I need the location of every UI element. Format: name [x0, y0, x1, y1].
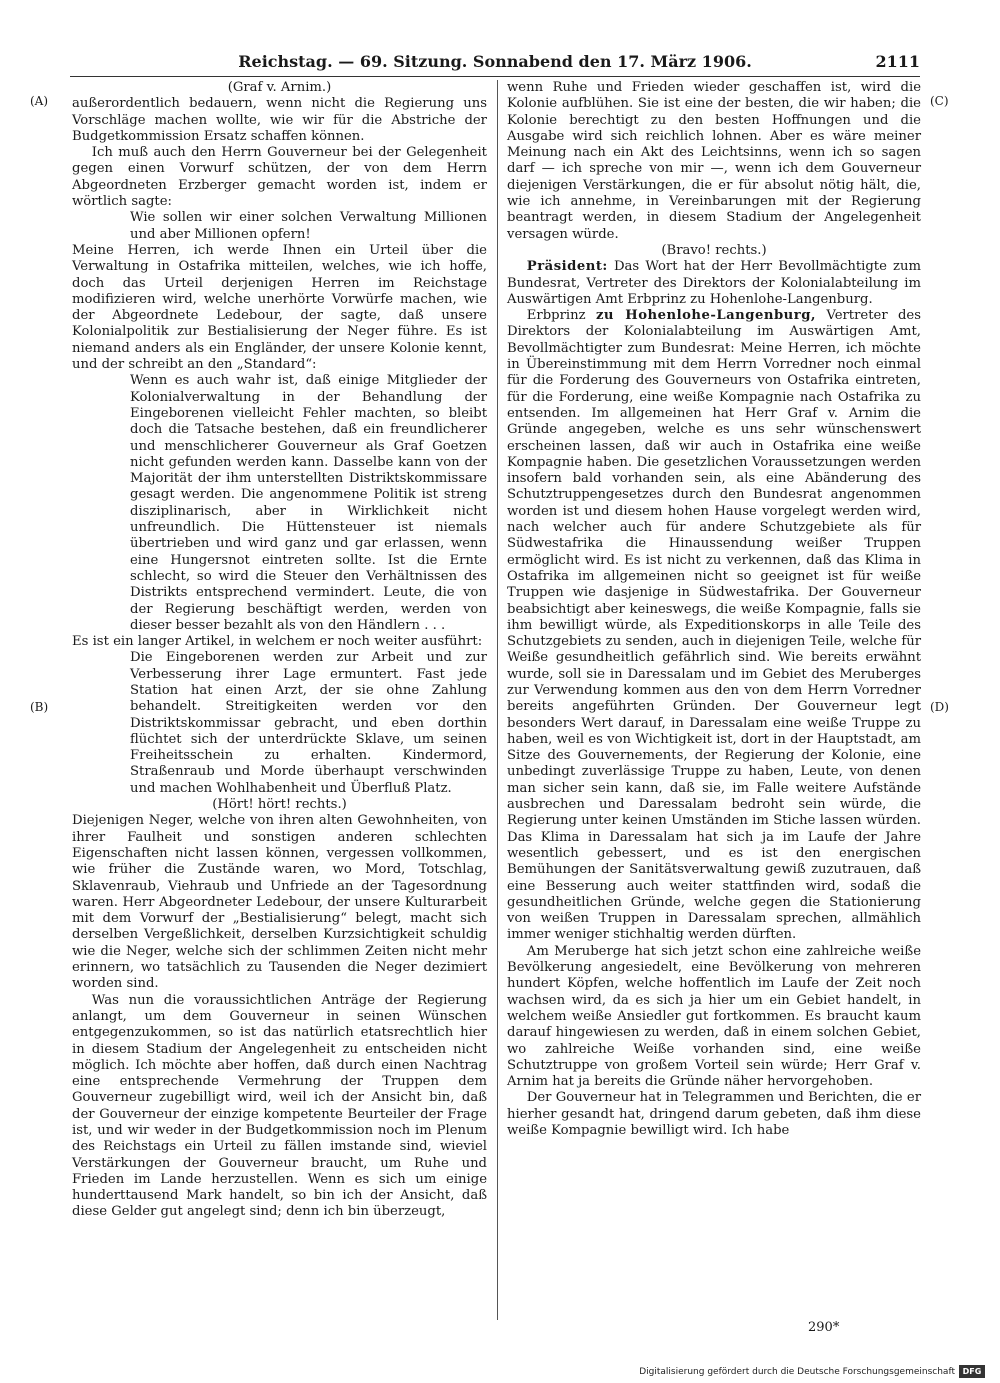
speaker-prefix: Erbprinz [526, 308, 586, 324]
president-label: Präsident: [526, 259, 608, 275]
running-title: Reichstag. — 69. Sitzung. Sonnabend den 17. März 1906. [238, 52, 752, 71]
paragraph: Was nun die voraussichtlichen Anträge der Regierung anlangt, um dem Gouverneur in seinen Wünschen entgegenzukommen, so ist das natürlich etatsrechtlich hier in diesem Stadium der Angelegenheit zu entscheiden nicht möglich. Ich möchte aber hoffen, daß durch einen Nachtrag eine entsprechende Vermehrung der Truppen dem Gouverneur zugebilligt wird, weil ich der Ansicht bin, daß der Gouverneur der einzige kompetente Beurteiler der Frage ist, und wir weder in der Budgetkommission noch im Plenum des Reichstags ein Urteil zu fällen imstande sind, wieviel Verstärkungen der Gouverneur braucht, um Ruhe und Frieden im Lande herzustellen. Wenn es sich um einige hunderttausend Mark handelt, so bin ich der Ansicht, daß diese Gelder gut angelegt sind; denn ich bin überzeugt, [72, 992, 487, 1220]
page-number: 2111 [875, 52, 920, 71]
paragraph-text: Das Wort hat der Herr Bevollmächtigte zum Bundesrat, Vertreter des Direktors der Kolonialabteilung im Auswärtigen Amt Erbprinz zu Hohenlohe-Langenburg. [507, 259, 921, 307]
speaker-paragraph [507, 308, 921, 944]
paragraph: Diejenigen Neger, welche von ihren alten Gewohnheiten, von ihrer Faulheit und sonstigen anderen schlechten Eigenschaften nicht lassen können, vergessen vollkommen, wie früher die Zustände waren, wo Mord, Totschlag, Sklavenraub, Viehraub und Unfriede an der Tagesordnung waren. Herr Abgeordneter Ledebour, der unsere Kulturarbeit mit dem Vorwurf der „Bestialisierung“ belegt, macht sich derselben Vergeßlichkeit, derselben Kurzsichtigkeit schuldig wie die Neger, welche sich der schlimmen Zeiten nicht mehr erinnern, wo tatsächlich zu Tausenden die Neger dezimiert worden sind. [72, 813, 487, 992]
header-rule [70, 76, 920, 77]
paragraph: Meine Herren, ich werde Ihnen ein Urteil über die Verwaltung in Ostafrika mitteilen, welches, wie ich hoffe, doch das Urteil derjenigen Herren im Reichstage modifizieren wird, welche unerhörte Vorwürfe machen, wie der Abgeordnete Ledebour, der sagte, daß unsere Kolonialpolitik zur Bestialisierung der Neger führe. Es ist niemand anders als ein Engländer, der unsere Kolonie kennt, und der schreibt an den „Standard“: [72, 242, 487, 373]
quotation: Die Eingeborenen werden zur Arbeit und zur Verbesserung ihrer Lage ermuntert. Fast jede Station hat einen Arzt, der sie ohne Zahlung behandelt. Streitigkeiten werden vor den Distriktskommissar gebracht, und eben dorthin flüchtet sich der unterdrückte Sklave, um seinen Freiheitsschein zu erhalten. Kindermord, Straßenraub und Morde überhaupt verschwinden und machen Wohlhabenheit und Überfluß Platz. [130, 650, 487, 796]
margin-mark-a: (A) [30, 94, 49, 108]
footer-text: Digitalisierung gefördert durch die Deutsche Forschungsgemeinschaft [639, 1367, 955, 1377]
column-divider [497, 80, 498, 1320]
interjection: (Bravo! rechts.) [661, 242, 767, 258]
paragraph: Der Gouverneur hat in Telegrammen und Berichten, die er hierher gesandt hat, dringend darum gebeten, daß ihm diese weiße Kompagnie bewilligt wird. Ich habe [507, 1090, 921, 1138]
page-header [70, 52, 920, 74]
margin-mark-d: (D) [930, 700, 949, 714]
speaker-note: (Graf v. Arnim.) [227, 80, 332, 95]
paragraph-text: Vertreter des Direktors der Kolonialabteilung im Auswärtigen Amt, Bevollmächtigter zum Bundesrat: Meine Herren, ich möchte in Übereinstimmung mit dem Herrn Vorredner noch einmal für die Forderung des Gouverneurs von Ostafrika eintreten, für die Forderung, eine weiße Kompagnie nach Ostafrika zu entsenden. Im allgemeinen hat Herr Graf v. Arnim die Gründe angegeben, welche es uns sehr wünschenswert erscheinen lassen, daß wir auch in Ostafrika eine weiße Kompagnie haben. Die gesetzlichen Voraussetzungen werden insofern bald vorhanden sein, als eine Abänderung des Schutztruppengesetzes durch den Bundesrat angenommen worden ist und diesem hohen Hause vorgelegt werden wird, nach welcher auch für andere Schutzgebiete als für Südwestafrika die Hinaussendung weißer Truppen ermöglicht wird. Es ist nicht zu verkennen, daß das Klima in Ostafrika im allgemeinen nicht so geeignet ist für weiße Truppen wie dasjenige in Südwestafrika. Der Gouverneur beabsichtigt aber keineswegs, die weiße Kompagnie, falls sie ihm bewilligt würde, als Expeditionskorps in alle Teile des Schutzgebiets zu senden, auch in diejenigen Teile, welche für Weiße gesundheitlich gefährlich sind. Wie bereits erwähnt wurde, soll sie in Daressalam und im Gebiet des Meruberges zur Verwendung kommen aus den von dem Herrn Vorredner bereits angeführten Gründen. Der Gouverneur legt besonders Wert darauf, in Daressalam eine weiße Truppe zu haben, weil es von Wichtigkeit ist, dort in der Hauptstadt, am Sitze des Gouvernements, der Regierung der Kolonie, eine unbedingt zuverlässige Truppe zu haben, Leute, von denen man sicher sein kann, daß sie, im Falle weitere Aufstände ausbrechen und Daressalam bedroht sein würde, die Regierung unter keinen Umständen im Stiche lassen würden. Das Klima in Daressalam hat sich ja im Laufe der Jahre wesentlich gebessert, und es ist den energischen Bemühungen der Sanitätsverwaltung gewiß zuzutrauen, daß eine Besserung auch weiter stattfinden wird, sodaß die gesundheitlichen Gründe, welche gegen die Stationierung von weißen Truppen in Daressalam sprechen, allmählich immer weniger stichhaltig werden dürften. [507, 308, 921, 943]
speaker-name: zu Hohenlohe-Langenburg, [595, 308, 817, 324]
quotation: Wenn es auch wahr ist, daß einige Mitglieder der Kolonialverwaltung in der Behandlung der Eingeborenen vielleicht Fehler machten, so bleibt doch die Tatsache bestehen, daß ein freundlicherer und menschlicherer Gouverneur als Graf Goetzen nicht gefunden werden kann. Dasselbe kann von der Majorität der ihm unterstellten Distriktskommissare gesagt werden. Die angenommene Politik ist streng disziplinarisch, aber in Wirklichkeit nicht unfreundlich. Die Hüttensteuer ist niemals übertrieben und wird ganz und gar erlassen, wenn eine Hungersnot eintreten sollte. Ist die Ernte schlecht, so wird die Steuer den Verhältnissen des Distrikts entsprechend vermindert. Leute, die von der Regierung beschäftigt werden, werden von dieser besser bezahlt als von den Händlern . . . [130, 373, 487, 633]
margin-mark-c: (C) [930, 94, 949, 108]
margin-mark-b: (B) [30, 700, 49, 714]
right-column [507, 80, 921, 1139]
dfg-logo: DFG [959, 1365, 985, 1378]
paragraph: außerordentlich bedauern, wenn nicht die Regierung uns Vorschläge machen wollte, wie wir für die Abstriche der Budgetkommission Ersatz schaffen können. [72, 96, 487, 144]
quotation: Wie sollen wir einer solchen Verwaltung Millionen und aber Millionen opfern! [130, 210, 487, 242]
digitization-footer [600, 1365, 985, 1379]
president-paragraph [507, 259, 921, 308]
sheet-signature: 290* [808, 1320, 840, 1335]
paragraph: wenn Ruhe und Frieden wieder geschaffen ist, wird die Kolonie aufblühen. Sie ist eine der besten, die wir haben; die Kolonie berechtigt zu den besten Hoffnungen und die Ausgabe wird sich reichlich lohnen. Aber es wäre meiner Meinung nach ein Akt des Leichtsinns, wenn ich so sagen darf — ich spreche von mir —, wenn ich dem Gouverneur diejenigen Verstärkungen, die er für absolut nötig hält, die, wie ich annehme, in Vereinbarungen mit der Regierung beantragt werden, in diesem Stadium der Angelegenheit versagen würde. [507, 80, 921, 242]
paragraph: Es ist ein langer Artikel, in welchem er noch weiter ausführt: [72, 634, 483, 650]
paragraph: Ich muß auch den Herrn Gouverneur bei der Gelegenheit gegen einen Vorwurf schützen, der von dem Herrn Abgeordneten Erzberger gemacht worden ist, indem er wörtlich sagte: [72, 145, 487, 210]
interjection: (Hört! hört! rechts.) [212, 797, 347, 813]
left-column [72, 80, 487, 1221]
paragraph: Am Meruberge hat sich jetzt schon eine zahlreiche weiße Bevölkerung angesiedelt, eine Bevölkerung von mehreren hundert Köpfen, welche hoffentlich im Laufe der Zeit noch wachsen wird, da es sich ja hier um ein Gebiet handelt, in welchem weiße Ansiedler gut fortkommen. Es braucht kaum darauf hingewiesen zu werden, daß in einem solchen Gebiet, wo zahlreiche Weiße vorhanden sind, eine weiße Schutztruppe von großem Vorteil sein würde; Herr Graf v. Arnim hat ja bereits die Gründe näher hervorgehoben. [507, 943, 921, 1090]
